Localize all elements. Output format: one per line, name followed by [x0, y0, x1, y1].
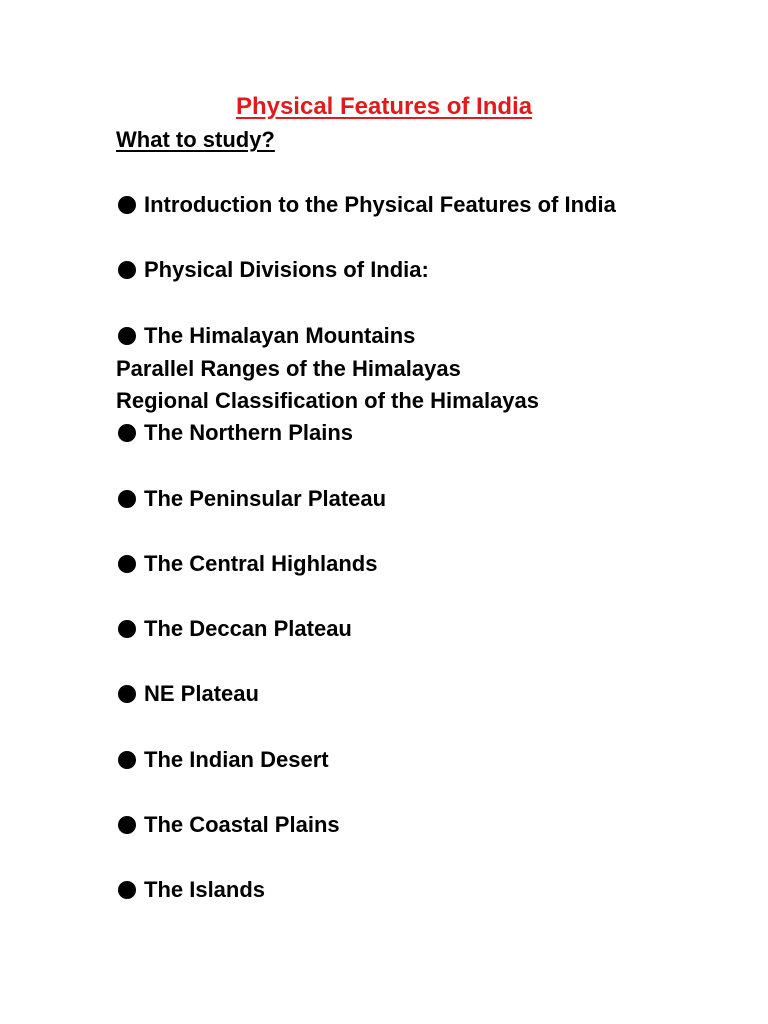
list-item: [116, 876, 634, 904]
list-item-text: The Indian Desert: [144, 747, 329, 772]
section-heading: What to study?: [116, 127, 275, 152]
list-item-text: The Central Highlands: [144, 551, 378, 576]
list-item: [116, 191, 634, 219]
list-item: [116, 615, 634, 643]
list-item-text: The Deccan Plateau: [144, 616, 352, 641]
bullet-icon: [118, 261, 136, 279]
list-item-text: Physical Divisions of India:: [144, 257, 429, 282]
list-item-text: The Coastal Plains: [144, 812, 340, 837]
bullet-icon: [118, 327, 136, 345]
list-item: [116, 322, 634, 350]
list-item: [116, 485, 634, 513]
list-subitem: Regional Classification of the Himalayas: [116, 388, 540, 413]
list-item: [116, 680, 634, 708]
list-item-text: The Northern Plains: [144, 420, 354, 445]
list-item: [116, 811, 634, 839]
bullet-icon: [118, 424, 136, 442]
list-item: [116, 256, 634, 284]
bullet-icon: [118, 751, 136, 769]
list-item-text: NE Plateau: [144, 681, 259, 706]
bullet-icon: [118, 620, 136, 638]
list-item-text: The Peninsular Plateau: [144, 486, 387, 511]
bullet-icon: [118, 816, 136, 834]
list-item: [116, 419, 634, 447]
document-title: Physical Features of India: [235, 93, 533, 120]
list-item: [116, 550, 634, 578]
bullet-icon: [118, 685, 136, 703]
bullet-icon: [118, 555, 136, 573]
list-item-text: The Himalayan Mountains: [144, 323, 416, 348]
list-subitem: Parallel Ranges of the Himalayas: [116, 356, 461, 381]
bullet-icon: [118, 196, 136, 214]
bullet-icon: [118, 490, 136, 508]
bullet-icon: [118, 881, 136, 899]
list-item-text: The Islands: [144, 877, 266, 902]
list-item: [116, 746, 634, 774]
list-item-text: Introduction to the Physical Features of India: [144, 192, 616, 217]
